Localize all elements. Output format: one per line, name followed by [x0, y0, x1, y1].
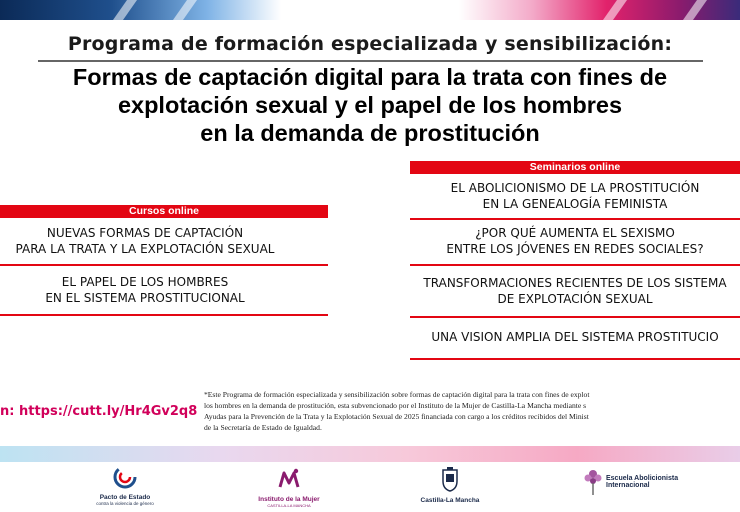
seminario-separator [410, 316, 740, 318]
pacto-logo-text: Pacto de Estado [99, 494, 151, 501]
seminario-separator [410, 218, 740, 220]
seminario-item[interactable] [410, 275, 740, 307]
seminario-separator [410, 264, 740, 266]
escuela-flower-icon [582, 466, 604, 496]
footnote-line: *Este Programa de formación especializada y sensibilización sobre formas de captación digital para la trata con fines de explot [204, 390, 590, 399]
pacto-de-estado-logo [90, 465, 160, 506]
top-decorative-stripe [0, 0, 740, 20]
instituto-logo-subtext: CASTILLA-LA MANCHA [267, 503, 311, 508]
seminario-item[interactable] [410, 225, 740, 257]
stripe-streak [683, 0, 707, 20]
seminario-line: ENTRE LOS JÓVENES EN REDES SOCIALES? [446, 242, 704, 256]
curso-item[interactable] [0, 225, 290, 257]
curso-separator [0, 314, 328, 316]
castilla-shield-icon [440, 466, 460, 492]
instituto-emblem-icon [276, 467, 302, 491]
footnote-line: los hombres en la demanda de prostitución, esta subvencionado por el Instituto de la Mujer de Castilla-La Mancha mediante s [204, 401, 587, 410]
curso-separator [0, 264, 328, 266]
subtitle-divider [38, 60, 703, 62]
program-subtitle: Programa de formación especializada y sensibilización: [67, 33, 673, 55]
registration-link[interactable]: n: https://cutt.ly/Hr4Gv2q8 [0, 404, 198, 419]
castilla-logo-text: Castilla-La Mancha [420, 497, 480, 504]
title-line: explotación sexual y el papel de los hombres [117, 92, 623, 118]
footnote-line: de la Secretaría de Estado de Igualdad. [204, 423, 322, 432]
stripe-streak [113, 0, 137, 20]
program-title [0, 63, 740, 147]
seminario-line: ¿POR QUÉ AUMENTA EL SEXISMO [475, 226, 675, 240]
curso-line: EN EL SISTEMA PROSTITUCIONAL [45, 291, 245, 305]
seminario-line: EL ABOLICIONISMO DE LA PROSTITUCIÓN [450, 181, 700, 195]
seminario-line: DE EXPLOTACIÓN SEXUAL [497, 292, 653, 306]
seminario-item[interactable] [410, 180, 740, 212]
castilla-la-mancha-logo [418, 466, 482, 504]
pacto-logo-subtext: contra la violencia de género [96, 501, 154, 506]
seminario-item[interactable] [410, 329, 740, 345]
curso-line: EL PAPEL DE LOS HOMBRES [61, 275, 229, 289]
curso-item[interactable] [0, 274, 290, 306]
curso-line: PARA LA TRATA Y LA EXPLOTACIÓN SEXUAL [15, 242, 275, 256]
title-line: en la demanda de prostitución [200, 120, 540, 146]
title-line: Formas de captación digital para la trata con fines de [72, 64, 668, 90]
stripe-streak [173, 0, 197, 20]
escuela-logo-text: Internacional [606, 482, 650, 489]
instituto-mujer-logo [250, 467, 328, 508]
seminario-separator [410, 358, 740, 360]
bottom-decorative-stripe [0, 446, 740, 462]
cursos-heading: Cursos online [0, 205, 328, 218]
seminario-line: TRANSFORMACIONES RECIENTES DE LOS SISTEMA [423, 276, 727, 290]
seminario-line: UNA VISION AMPLIA DEL SISTEMA PROSTITUCIO [431, 330, 719, 344]
escuela-logo-text: Escuela Abolicionista [606, 475, 679, 482]
stripe-streak [603, 0, 627, 20]
pacto-emblem-icon [112, 465, 138, 489]
seminario-line: EN LA GENEALOGÍA FEMINISTA [482, 197, 668, 211]
seminarios-heading: Seminarios online [410, 161, 740, 174]
instituto-logo-text: Instituto de la Mujer [258, 496, 320, 503]
footnote-line: Ayudas para la Prevención de la Trata y la Explotación Sexual de 2025 financiada con cargo a los créditos recibidos del Minist [204, 412, 589, 421]
curso-line: NUEVAS FORMAS DE CAPTACIÓN [46, 226, 244, 240]
funding-footnote [204, 389, 740, 433]
